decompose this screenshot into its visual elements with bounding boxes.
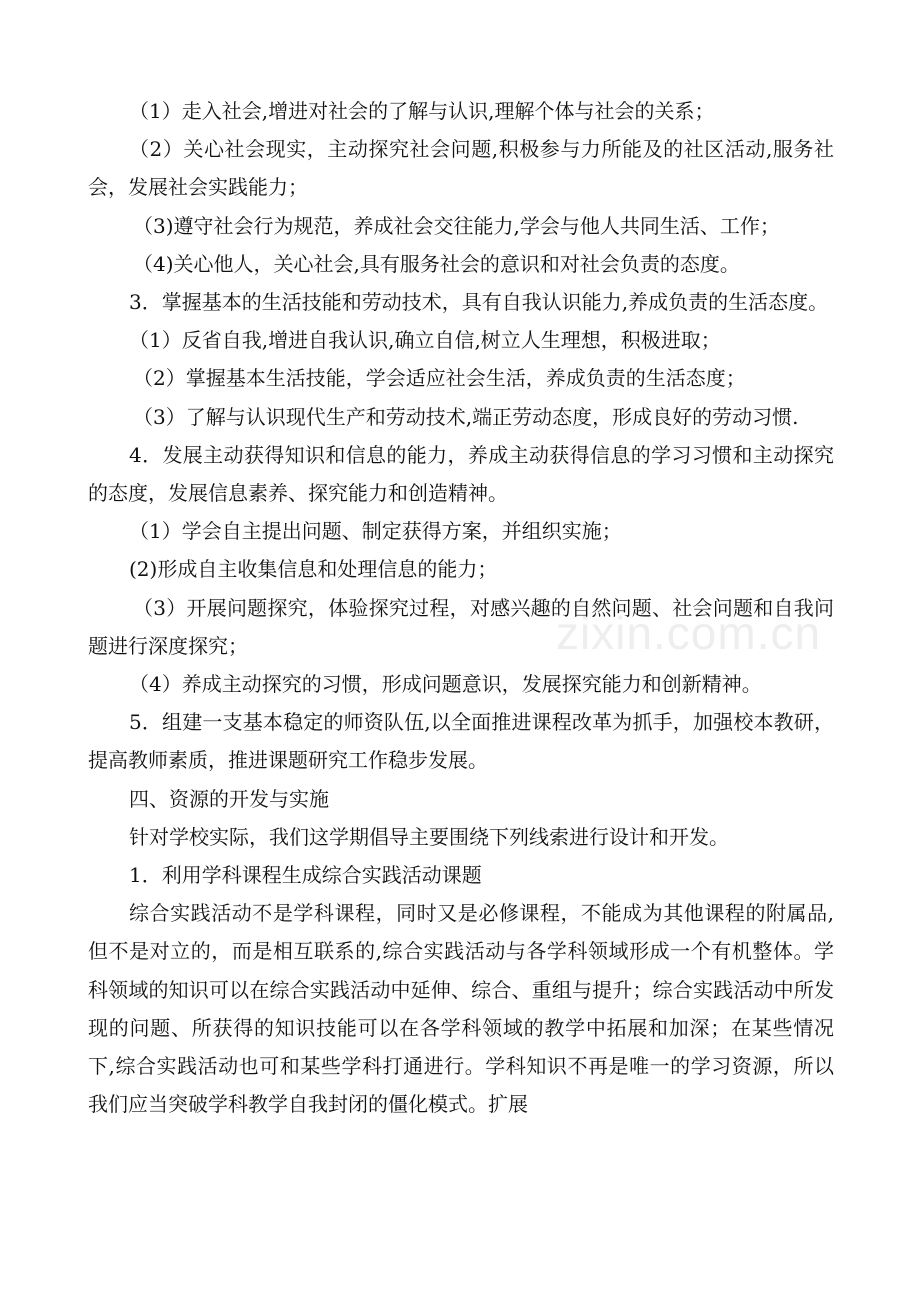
heading-resources: 四、资源的开发与实施 <box>129 786 329 811</box>
paragraph-goal-3: （3)遵守社会行为规范，养成社会交往能力,学会与他人共同生活、工作； <box>133 213 780 238</box>
paragraph-section-3: 3．掌握基本的生活技能和劳动技术，具有自我认识能力,养成负责的生活态度。 <box>129 290 829 315</box>
paragraph-goal-1: （1）走入社会,增进对社会的了解与认识,理解个体与社会的关系； <box>129 99 715 123</box>
paragraph-goal-4: （4)关心他人，关心社会,具有服务社会的意识和对社会负责的态度。 <box>133 251 740 276</box>
paragraph-section-3-item-1: （1）反省自我,增进自我认识,确立自信,树立人生理想，积极进取； <box>129 328 721 353</box>
paragraph-resources-intro: 针对学校实际，我们这学期倡导主要围绕下列线索进行设计和开发。 <box>129 824 729 849</box>
document-body <box>88 92 834 1123</box>
watermark: zixin.com.cn <box>556 607 822 659</box>
paragraph-section-3-item-3: （3）了解与认识现代生产和劳动技术,端正劳动态度，形成良好的劳动习惯. <box>133 404 799 429</box>
paragraph-section-3-item-2: （2）掌握基本生活技能，学会适应社会生活，养成负责的生活态度； <box>133 366 746 391</box>
paragraph-section-4-item-3: （3）开展问题探究，体验探究过程，对感兴趣的自然问题、社会问题和自我问题进行深度探究； <box>88 595 834 658</box>
heading-subject-courses: 1．利用学科课程生成综合实践活动课题 <box>129 863 482 888</box>
paragraph-subject-courses-body: 综合实践活动不是学科课程，同时又是必修课程，不能成为其他课程的附属品,但不是对立的，而是相互联系的,综合实践活动与各学科领域形成一个有机整体。学科领域的知识可以在综合实践活动中延伸、综合、重组与提升；综合实践活动中所发现的问题、所获得的知识技能可以在各学科领域的教学中拓展和加深；在某些情况下,综合实践活动也可和某些学科打通进行。学科知识不再是唯一的学习资源，所以我们应当突破学科教学自我封闭的僵化模式。扩展 <box>88 901 834 1117</box>
paragraph-section-4-item-1: （1）学会自主提出问题、制定获得方案，并组织实施； <box>129 519 622 544</box>
paragraph-section-4-item-4: （4）养成主动探究的习惯，形成问题意识，发展探究能力和创新精神。 <box>129 672 762 697</box>
paragraph-section-4-item-2: (2)形成自主收集信息和处理信息的能力； <box>129 557 498 582</box>
paragraph-section-4: 4．发展主动获得知识和信息的能力，养成主动获得信息的学习习惯和主动探究的态度，发展信息素养、探究能力和创造精神。 <box>88 442 834 506</box>
paragraph-goal-2: （2）关心社会现实，主动探究社会问题,积极参与力所能及的社区活动,服务社会，发展社会实践能力； <box>88 137 834 200</box>
paragraph-section-5: 5．组建一支基本稳定的师资队伍,以全面推进课程改革为抓手，加强校本教研，提高教师素质，推进课题研究工作稳步发展。 <box>88 710 834 773</box>
